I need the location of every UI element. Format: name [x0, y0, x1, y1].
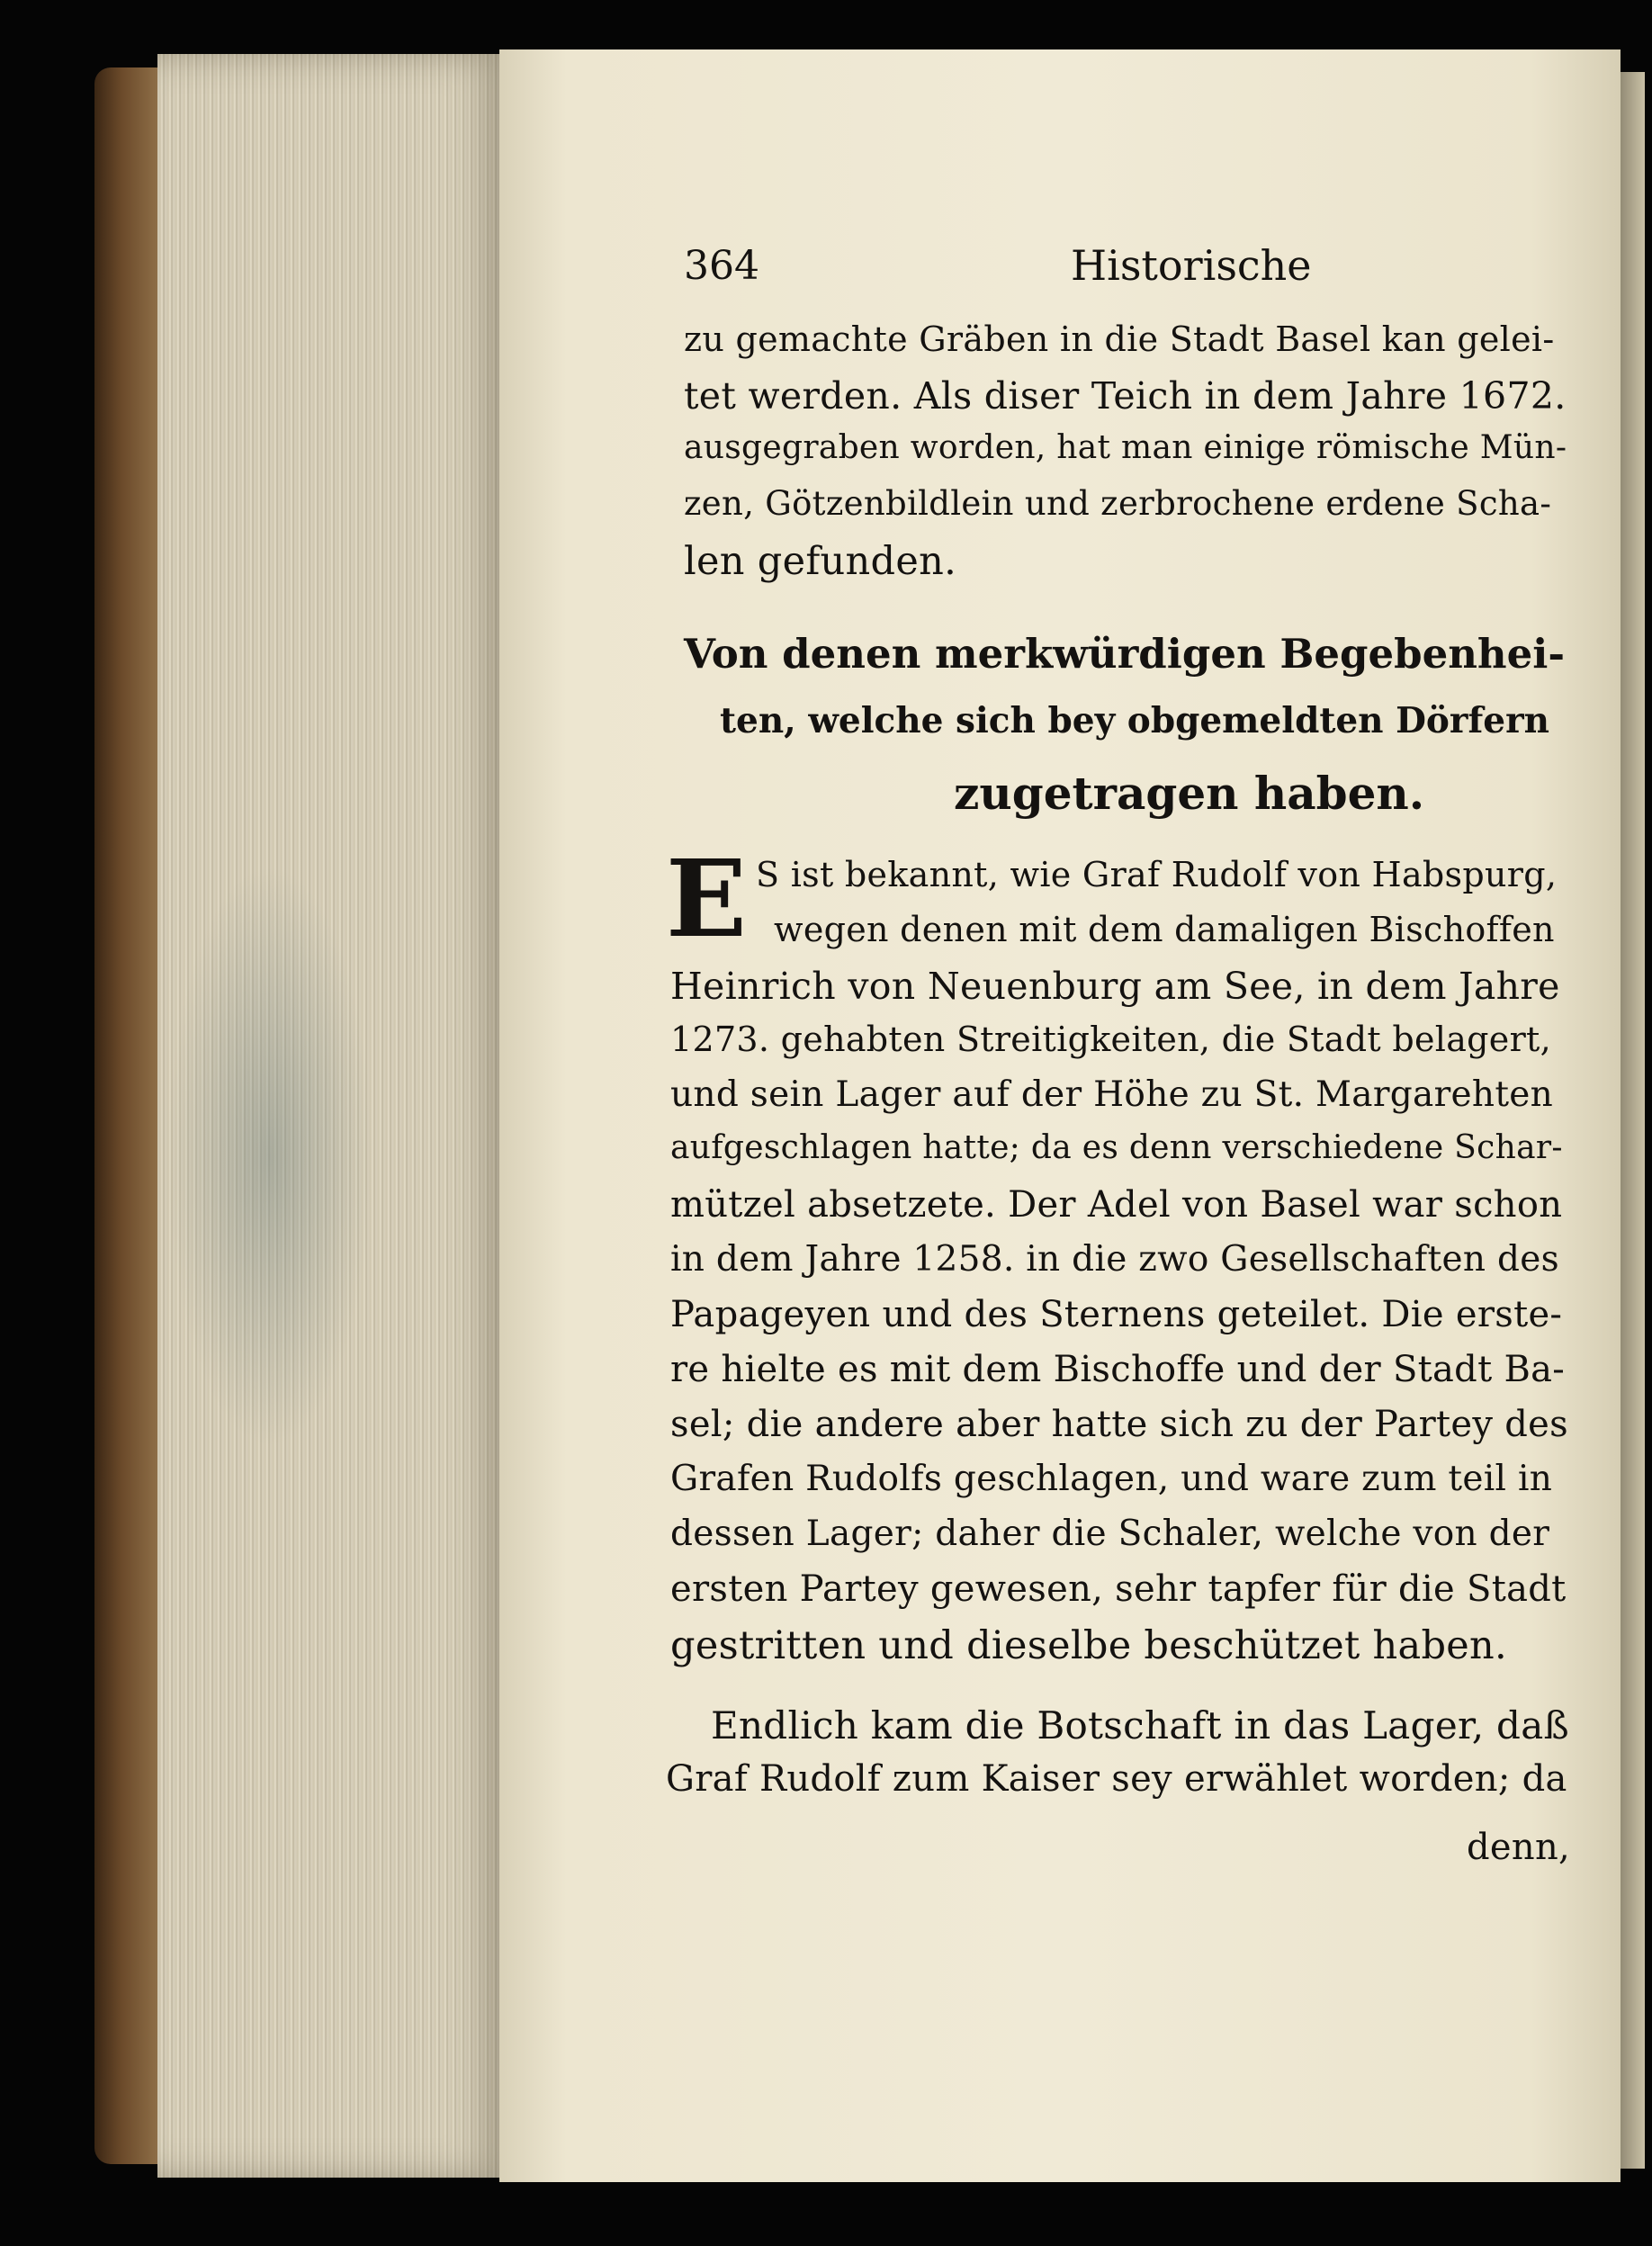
- text-line: S ist bekannt, wie Graf Rudolf von Habspurg,: [756, 855, 1558, 894]
- text-line: gestritten und dieselbe beschützet haben.: [670, 1623, 1508, 1668]
- text-line: Endlich kam die Botschaft in das Lager, daß: [711, 1703, 1569, 1747]
- text-line: Papageyen und des Sternens geteilet. Die erste-: [670, 1294, 1563, 1335]
- printed-page: [499, 49, 1621, 2182]
- page-number: 364: [684, 243, 759, 289]
- text-line: len gefunden.: [684, 539, 957, 584]
- drop-cap-initial: E: [666, 836, 747, 961]
- text-line: Heinrich von Neuenburg am See, in dem Jahre: [670, 965, 1560, 1008]
- water-stain: [166, 864, 373, 1449]
- text-line: tet werden. Als diser Teich in dem Jahre 1672.: [684, 374, 1567, 418]
- page-edges: [157, 54, 513, 2178]
- text-line: wegen denen mit dem damaligen Bischoffen: [774, 910, 1555, 949]
- running-head: Historische: [1071, 241, 1312, 290]
- text-line: mützel absetzete. Der Adel von Basel war schon: [670, 1184, 1563, 1226]
- adjacent-page-edge: [1618, 72, 1645, 2169]
- section-heading-line: zugetragen haben.: [954, 767, 1425, 820]
- text-line: ausgegraben worden, hat man einige römische Mün-: [684, 429, 1567, 466]
- text-line: zen, Götzenbildlein und zerbrochene erdene Scha-: [684, 484, 1552, 523]
- text-line: 1273. gehabten Streitigkeiten, die Stadt belagert,: [670, 1020, 1551, 1059]
- text-line: sel; die andere aber hatte sich zu der Partey des: [670, 1404, 1568, 1445]
- text-line: und sein Lager auf der Höhe zu St. Margarehten: [670, 1074, 1554, 1115]
- text-line: zu gemachte Gräben in die Stadt Basel kan gelei-: [684, 319, 1555, 359]
- section-heading-line: ten, welche sich bey obgemeldten Dörfern: [720, 700, 1549, 741]
- text-line: re hielte es mit dem Bischoffe und der Stadt Ba-: [670, 1349, 1566, 1390]
- catchword: denn,: [1467, 1827, 1571, 1868]
- text-line: Grafen Rudolfs geschlagen, und ware zum teil in: [670, 1459, 1553, 1499]
- text-line: Graf Rudolf zum Kaiser sey erwählet worden; da: [666, 1758, 1567, 1800]
- text-line: in dem Jahre 1258. in die zwo Gesellschaften des: [670, 1239, 1559, 1280]
- text-line: dessen Lager; daher die Schaler, welche von der: [670, 1514, 1550, 1554]
- section-heading-line: Von denen merkwürdigen Begebenhei-: [684, 630, 1566, 678]
- text-line: aufgeschlagen hatte; da es denn verschiedene Schar-: [670, 1129, 1563, 1166]
- text-line: ersten Partey gewesen, sehr tapfer für die Stadt: [670, 1568, 1567, 1610]
